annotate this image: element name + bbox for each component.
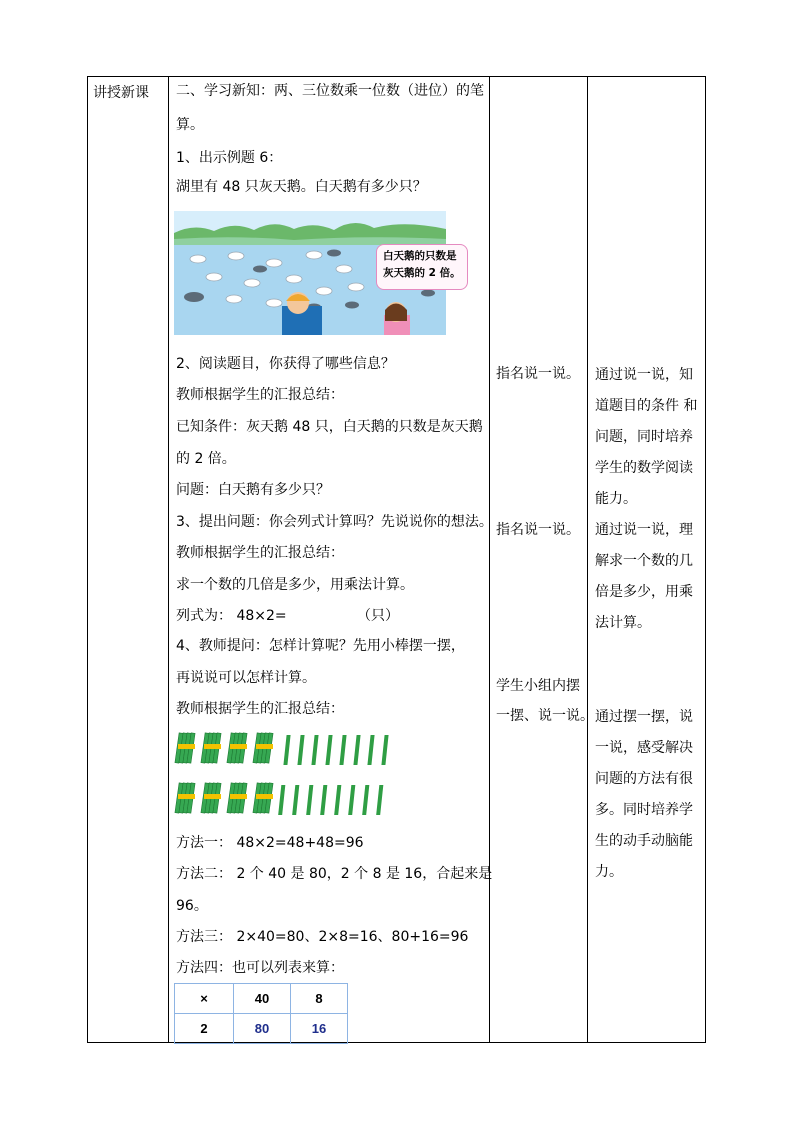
column-divider	[168, 77, 169, 1042]
content-line: 方法一： 48×2=48+48=96	[176, 835, 364, 851]
content-line: 方法四：也可以列表来算：	[176, 960, 344, 976]
content-line: 列式为： 48×2=	[176, 608, 287, 624]
content-line: 96。	[176, 898, 208, 914]
content-line: 3、提出问题：你会列式计算吗？先说说你的想法。	[176, 514, 493, 530]
table-cell: 80	[234, 1014, 291, 1044]
speech-line: 白天鹅的只数是	[383, 250, 457, 262]
content-line: 再说说可以怎样计算。	[176, 670, 316, 686]
intent-text: 能力。	[595, 491, 637, 507]
speech-line: 灰天鹅的 2 倍。	[383, 267, 461, 279]
table-cell: 16	[291, 1014, 348, 1044]
content-line: （只）	[357, 608, 399, 624]
intent-text: 通过说一说，知	[595, 367, 693, 383]
stage-label: 讲授新课	[93, 85, 149, 101]
activity-text: 指名说一说。	[496, 522, 580, 538]
intent-text: 通过摆一摆，说	[595, 709, 693, 725]
table-row	[175, 1014, 348, 1044]
content-line: 湖里有 48 只灰天鹅。白天鹅有多少只？	[176, 179, 427, 195]
column-divider	[489, 77, 490, 1042]
content-line: 的 2 倍。	[176, 451, 236, 467]
table-cell: 2	[175, 1014, 234, 1044]
activity-text: 一摆、说一说。	[496, 708, 594, 724]
content-line: 算。	[176, 117, 204, 133]
column-divider	[587, 77, 588, 1042]
stick-bundles-illustration	[177, 731, 417, 821]
intent-text: 道题目的条件 和	[595, 398, 698, 414]
content-line: 2、阅读题目，你获得了哪些信息？	[176, 356, 395, 372]
intent-text: 一说，感受解决	[595, 740, 693, 756]
activity-text: 学生小组内摆	[496, 678, 580, 694]
table-cell: 8	[291, 984, 348, 1014]
content-line: 1、出示例题 6：	[176, 150, 283, 166]
intent-text: 学生的数学阅读	[595, 460, 693, 476]
stick-bundle	[175, 733, 195, 763]
intent-text: 问题的方法有很	[595, 771, 693, 787]
content-line: 二、学习新知：两、三位数乘一位数（进位）的笔	[176, 83, 484, 99]
content-line: 求一个数的几倍是多少，用乘法计算。	[176, 577, 414, 593]
lesson-table	[87, 76, 706, 1043]
content-line: 方法三： 2×40=80、2×8=16、80+16=96	[176, 929, 469, 945]
content-line: 教师根据学生的汇报总结：	[176, 387, 344, 403]
content-line: 4、教师提问：怎样计算呢？先用小棒摆一摆，	[176, 638, 465, 654]
content-line: 问题：白天鹅有多少只？	[176, 482, 330, 498]
content-line: 教师根据学生的汇报总结：	[176, 701, 344, 717]
table-cell: ×	[175, 984, 234, 1014]
intent-text: 生的动手动脑能	[595, 833, 693, 849]
intent-text: 解求一个数的几	[595, 553, 693, 569]
activity-text: 指名说一说。	[496, 366, 580, 382]
intent-text: 倍是多少，用乘	[595, 584, 693, 600]
content-line: 方法二： 2 个 40 是 80，2 个 8 是 16，合起来是	[176, 866, 493, 882]
speech-bubble	[376, 244, 468, 290]
intent-text: 问题，同时培养	[595, 429, 693, 445]
single-sticks-row	[278, 735, 388, 815]
content-line: 已知条件：灰天鹅 48 只，白天鹅的只数是灰天鹅	[176, 419, 483, 435]
table-row	[175, 984, 348, 1014]
method-table	[174, 983, 348, 1044]
intent-text: 多。同时培养学	[595, 802, 693, 818]
table-cell: 40	[234, 984, 291, 1014]
intent-text: 力。	[595, 864, 623, 880]
swan-lake-illustration	[174, 211, 461, 335]
content-line: 教师根据学生的汇报总结：	[176, 545, 344, 561]
intent-text: 通过说一说，理	[595, 522, 693, 538]
intent-text: 法计算。	[595, 615, 651, 631]
